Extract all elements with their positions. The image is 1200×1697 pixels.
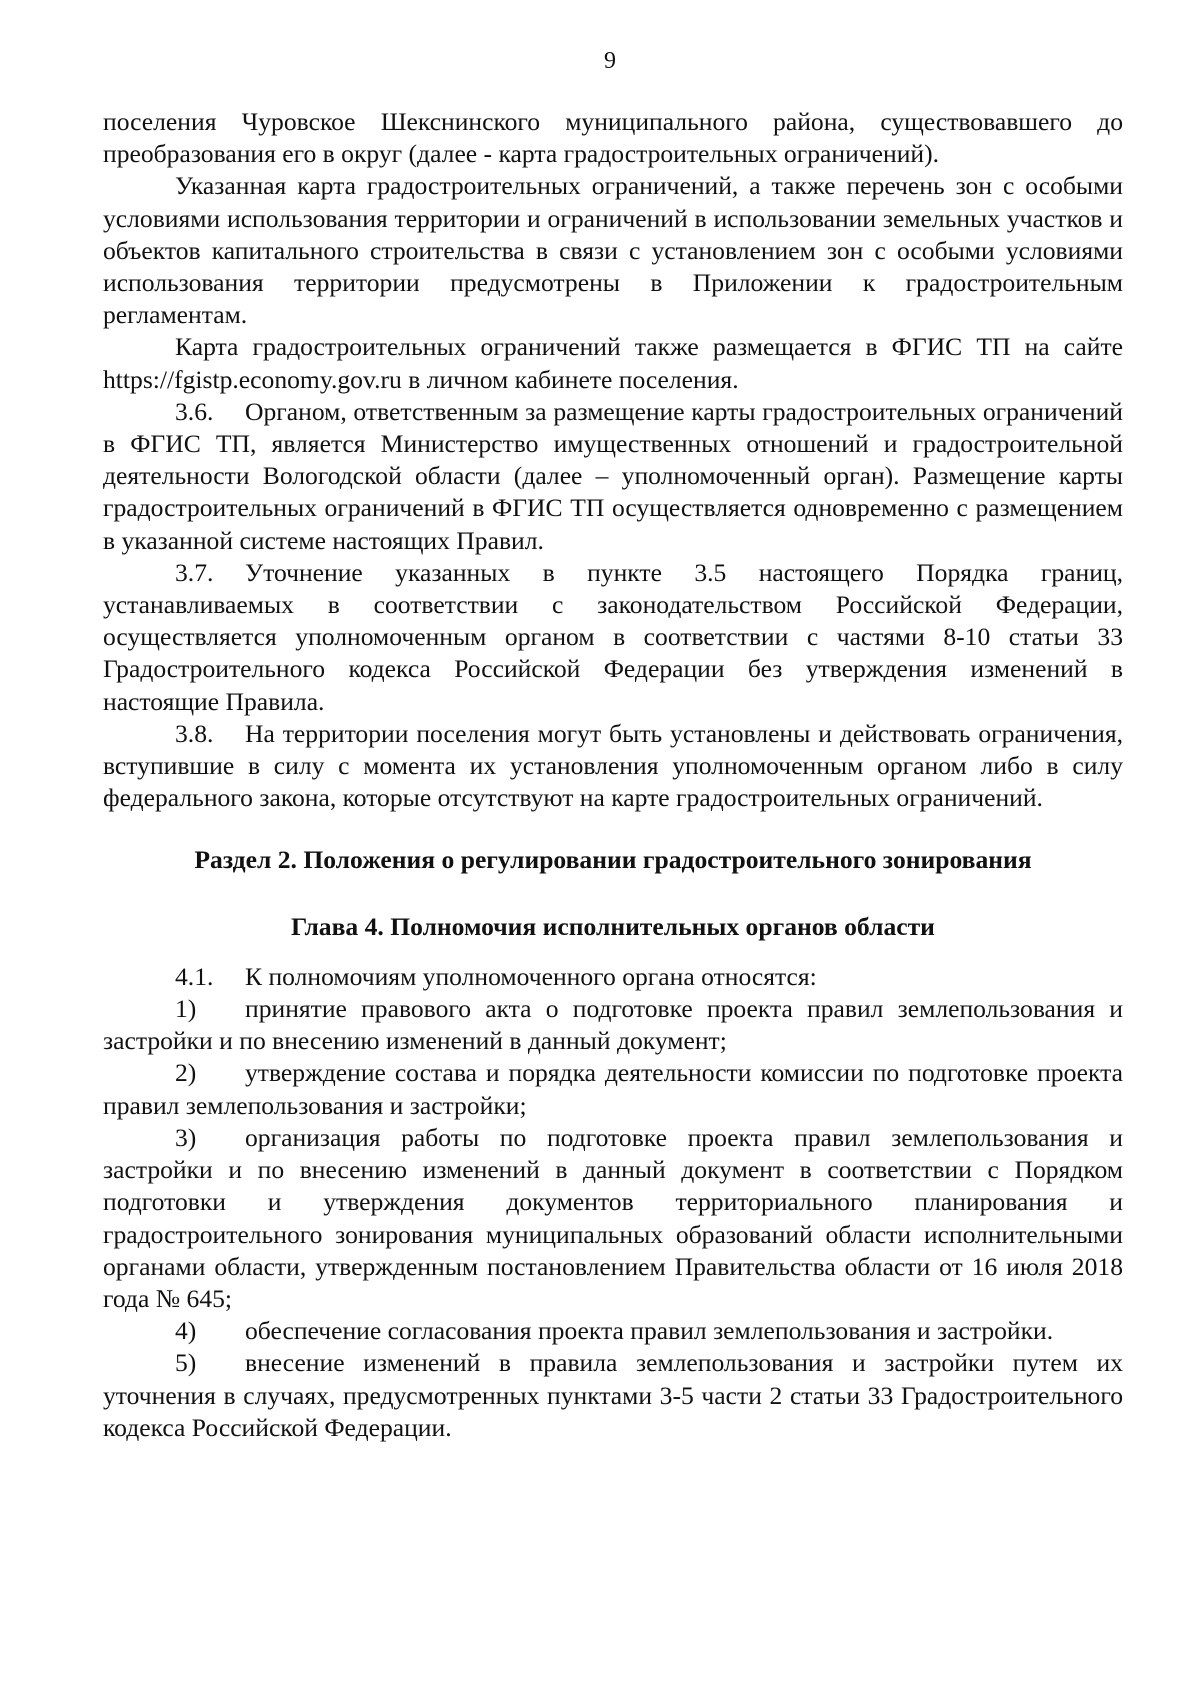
list-item [103,1347,1123,1444]
clause-3-6 [103,396,1123,557]
page-number: 9 [604,48,616,74]
section-heading: Раздел 2. Положения о регулировании градостроительного зонирования [194,845,1032,875]
list-item [103,993,1123,1057]
document-body [103,106,1123,1444]
list-item-text: утверждение состава и порядка деятельности комиссии по подготовке проекта правил землепользования и застройки; [103,1058,1123,1120]
list-item-number: 4) [175,1316,197,1346]
list-item-text: внесение изменений в правила землепользования и застройки путем их уточнения в случаях, предусмотренных пунктами 3-5 части 2 статьи 33 Градостроительного кодекса Российской Федерации. [103,1348,1123,1442]
list-item-number: 5) [175,1348,197,1378]
list-item-number: 3) [175,1122,197,1152]
list-item [103,1315,1123,1347]
paragraph-continuation: поселения Чуровское Шекснинского муниципального района, существовавшего до преобразования его в округ (далее - карта градостроительных ограничений). [103,107,1123,169]
clause-3-8 [103,718,1123,815]
clause-number: 3.7. [175,557,214,587]
clause-number: 4.1. [175,961,214,991]
list-item [103,1057,1123,1121]
paragraph-map-fgis: Карта градостроительных ограничений также размещается в ФГИС ТП на сайте https://fgistp.economy.gov.ru в личном кабинете поселения. [103,332,1123,394]
clause-text: К полномочиям уполномоченного органа относятся: [245,961,817,991]
list-item-text: принятие правового акта о подготовке проекта правил землепользования и застройки и по внесению изменений в данный документ; [103,994,1123,1056]
list-item [103,1122,1123,1315]
chapter-heading: Глава 4. Полномочия исполнительных органов области [291,911,935,941]
clause-text: Уточнение указанных в пункте 3.5 настоящего Порядка границ, устанавливаемых в соответствии с законодательством Российской Федерации, осуществляется уполномоченным органом в соответствии с частями 8-10 статьи 33 Градостроительного кодекса Российской Федерации без утверждения изменений в настоящие Правила. [103,557,1123,716]
clause-number: 3.8. [175,718,214,748]
list-item-text: обеспечение согласования проекта правил землепользования и застройки. [245,1316,1054,1346]
clause-text: Органом, ответственным за размещение карты градостроительных ограничений в ФГИС ТП, является Министерство имущественных отношений и градостроительной деятельности Вологодской области (далее – уполномоченный орган). Размещение карты градостроительных ограничений в ФГИС ТП осуществляется одновременно с размещением в указанной системе настоящих Правил. [103,396,1123,555]
clause-3-7 [103,557,1123,718]
clause-text: На территории поселения могут быть установлены и действовать ограничения, вступившие в силу с момента их установления уполномоченным органом либо в силу федерального закона, которые отсутствуют на карте градостроительных ограничений. [103,718,1123,813]
clause-number: 3.6. [175,396,214,426]
list-item-text: организация работы по подготовке проекта правил землепользования и застройки и по внесению изменений в данный документ в соответствии с Порядком подготовки и утверждения документов территориального планирования и градостроительного зонирования муниципальных образований области исполнительными органами области, утвержденным постановлением Правительства области от 16 июля 2018 года № 645; [103,1122,1123,1313]
list-item-number: 1) [175,994,197,1024]
list-item-number: 2) [175,1058,197,1088]
clause-4-1 [103,961,1123,993]
paragraph-map-list: Указанная карта градостроительных ограничений, а также перечень зон с особыми условиями использования территории и ограничений в использовании земельных участков и объектов капитального строительства в связи с установлением зон с особыми условиями использования территории предусмотрены в Приложении к градостроительным регламентам. [103,171,1123,330]
